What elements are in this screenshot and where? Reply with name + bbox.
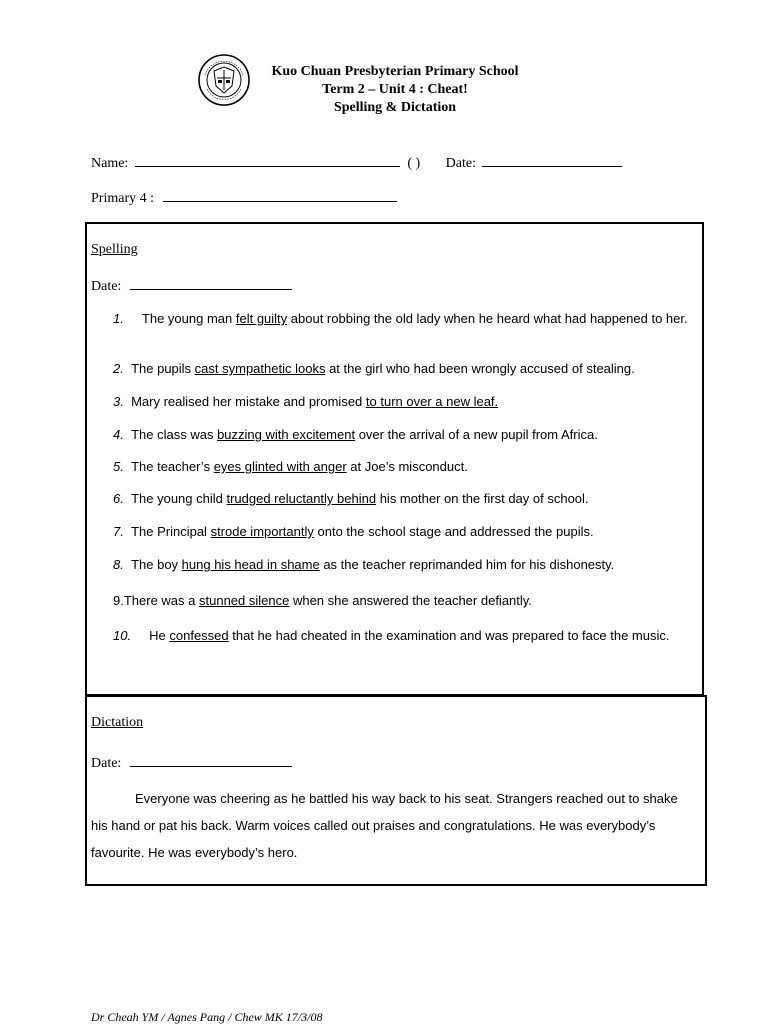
- spelling-phrase: stunned silence: [199, 593, 290, 608]
- item-number: 7.: [113, 524, 124, 539]
- spelling-item: [113, 458, 698, 476]
- spelling-phrase: buzzing with excitement: [217, 427, 356, 442]
- school-name: Kuo Chuan Presbyterian Primary School: [271, 64, 519, 79]
- item-text: The young man: [141, 311, 236, 326]
- spelling-item: [113, 360, 698, 378]
- spelling-item: [113, 393, 698, 411]
- class-row: [91, 187, 397, 207]
- item-number: 4.: [113, 427, 124, 442]
- dictation-date-label: Date:: [91, 756, 122, 771]
- spelling-date-row: [91, 275, 292, 295]
- item-text: The Principal: [131, 524, 211, 539]
- spelling-phrase: confessed: [169, 628, 229, 643]
- spelling-item: [113, 426, 698, 444]
- spelling-phrase: cast sympathetic looks: [194, 361, 326, 376]
- item-number: 8.: [113, 557, 124, 572]
- spelling-item: [113, 310, 698, 328]
- item-text: The boy: [131, 557, 182, 572]
- spelling-phrase: eyes glinted with anger: [213, 459, 347, 474]
- dictation-passage: [91, 785, 691, 866]
- dictation-title: Dictation: [91, 715, 144, 730]
- class-blank-line: [163, 187, 397, 202]
- spelling-item: [113, 627, 698, 645]
- name-date-row: [91, 152, 622, 172]
- spelling-item: [113, 556, 698, 574]
- item-number: 1.: [113, 311, 124, 326]
- subject-title: Spelling & Dictation: [333, 100, 457, 115]
- item-text: The class was: [131, 427, 218, 442]
- item-text: over the arrival of a new pupil from Africa.: [355, 427, 598, 442]
- item-text: He: [149, 628, 170, 643]
- dictation-date-row: [91, 752, 292, 772]
- item-text: The pupils: [131, 361, 195, 376]
- term-unit-title: Term 2 – Unit 4 : Cheat!: [322, 82, 468, 97]
- item-number: 10.: [113, 628, 132, 643]
- spelling-title: Spelling: [91, 242, 138, 257]
- item-text: There was a: [123, 593, 199, 608]
- spelling-item: [113, 490, 698, 508]
- item-number: 6.: [113, 491, 124, 506]
- spelling-date-line: [130, 275, 292, 290]
- class-label: Primary 4 :: [91, 191, 154, 206]
- item-text: about robbing the old lady when he heard what had happened to her.: [287, 311, 688, 326]
- spelling-item: [113, 523, 698, 541]
- item-text: The young child: [131, 491, 227, 506]
- item-text: his mother on the first day of school.: [376, 491, 589, 506]
- spelling-phrase: hung his head in shame: [181, 557, 320, 572]
- spelling-phrase: to turn over a new leaf.: [365, 394, 499, 409]
- dictation-passage-text: Everyone was cheering as he battled his way back to his seat. Strangers reached out to shake his hand or pat his back. Warm voices called out praises and congratulations. He was everybody’s favourite. He was everybody’s hero.: [91, 791, 678, 860]
- spelling-phrase: strode importantly: [210, 524, 314, 539]
- item-number: 2.: [113, 361, 124, 376]
- date-label: Date:: [445, 156, 476, 171]
- item-text: Mary realised her mistake and promised: [131, 394, 366, 409]
- item-text: when she answered the teacher defiantly.: [289, 593, 532, 608]
- document-header: [240, 63, 550, 117]
- name-blank-line: [135, 152, 400, 167]
- item-number: 3.: [113, 394, 124, 409]
- spelling-date-label: Date:: [91, 279, 122, 294]
- spelling-phrase: trudged reluctantly behind: [226, 491, 377, 506]
- item-number: 9.: [113, 593, 124, 608]
- date-blank-line: [482, 152, 622, 167]
- footer-authors: Dr Cheah YM / Agnes Pang / Chew MK 17/3/08: [91, 1010, 323, 1024]
- item-text: at Joe’s misconduct.: [346, 459, 468, 474]
- spelling-item: [113, 592, 698, 610]
- item-text: onto the school stage and addressed the pupils.: [313, 524, 594, 539]
- item-text: as the teacher reprimanded him for his dishonesty.: [319, 557, 615, 572]
- spelling-phrase: felt guilty: [235, 311, 288, 326]
- name-label: Name:: [91, 156, 129, 171]
- dictation-date-line: [130, 752, 292, 767]
- item-text: that he had cheated in the examination and was prepared to face the music.: [228, 628, 670, 643]
- item-text: at the girl who had been wrongly accused of stealing.: [325, 361, 635, 376]
- register-number-bracket: ( ): [407, 156, 421, 171]
- item-text: The teacher’s: [131, 459, 214, 474]
- item-number: 5.: [113, 459, 124, 474]
